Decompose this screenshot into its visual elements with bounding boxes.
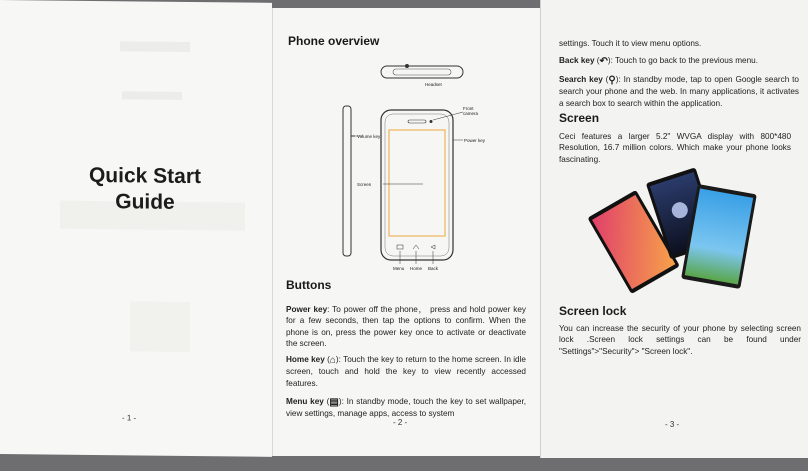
screen-area bbox=[389, 130, 445, 236]
phone-side-view bbox=[343, 106, 351, 256]
phone-front-view bbox=[381, 110, 453, 260]
home-key-label-text: Home key bbox=[286, 355, 325, 364]
screen-lock-heading: Screen lock bbox=[559, 304, 627, 318]
menu-label: Menu bbox=[393, 266, 405, 271]
volume-key-label: Volume key bbox=[357, 134, 381, 139]
power-key-text: : To power off the phone， press and hold power key for a few seconds, then tap the options to confirm. When the phone is on, press the power key once to activate or deactivate the screen. bbox=[286, 305, 526, 349]
page-1 bbox=[0, 0, 272, 457]
bleed-through-block bbox=[130, 301, 190, 352]
front-camera-label-line2: camera bbox=[463, 111, 479, 116]
power-key-label: Power key bbox=[464, 138, 486, 143]
page-2 bbox=[272, 8, 541, 456]
search-key-label-text: Search key bbox=[559, 75, 603, 84]
front-camera-label bbox=[463, 106, 479, 116]
home-icon: ⌂ bbox=[329, 355, 336, 366]
power-key-label-text: Power key bbox=[286, 305, 328, 314]
screen-label: Screen bbox=[357, 182, 372, 187]
front-camera-label-line1: Front bbox=[463, 106, 474, 111]
phone-overview-heading: Phone overview bbox=[288, 34, 380, 48]
menu-key-paragraph: Menu key (▤): In standby mode, touch the key to set wallpaper, view settings, manage apps, access to system bbox=[286, 397, 527, 419]
menu-key-label-text: Menu key bbox=[286, 397, 324, 406]
search-icon: ⚲ bbox=[608, 75, 616, 86]
home-key-text: : Touch the key to return to the home screen. In idle screen, touch and hold the key to view recently accessed features. bbox=[286, 355, 526, 388]
settings-continuation: settings. Touch it to view menu options. bbox=[559, 39, 702, 48]
back-arrow-icon: ↶ bbox=[599, 56, 608, 67]
cover-title-line1: Quick Start bbox=[88, 163, 202, 189]
page-3 bbox=[540, 0, 808, 458]
phone-screens-illustration bbox=[541, 166, 808, 296]
back-label: Back bbox=[428, 266, 439, 271]
back-key-text: : Touch to go back to the previous menu. bbox=[610, 56, 758, 65]
back-key-paragraph: Back key (↶): Touch to go back to the previous menu. bbox=[559, 56, 758, 67]
power-key-paragraph bbox=[286, 304, 526, 350]
screen-lock-paragraph: You can increase the security of your phone by selecting screen lock .Screen lock settings can be found under "Settings">"Security"> "Screen lock". bbox=[559, 324, 801, 356]
cover-title bbox=[70, 163, 220, 217]
home-label: Home bbox=[410, 266, 423, 271]
search-key-text: : In standby mode, tap to open Google search to search your phone and the web. In many applications, it activates a search box to search within the application. bbox=[559, 75, 799, 108]
home-key-paragraph: Home key (⌂): Touch the key to return to the home screen. In idle screen, touch and hold the key to view recently accessed features. bbox=[286, 355, 526, 388]
phone-diagram bbox=[273, 52, 541, 312]
bleed-through-block bbox=[122, 91, 182, 100]
menu-icon: ▤ bbox=[329, 397, 339, 408]
screen-paragraph: Ceci features a larger 5.2" WVGA display with 800*480 Resolution, 16.7 million colors. Which make your phone looks fascinating. bbox=[559, 132, 791, 164]
page-number: - 1 - bbox=[122, 413, 137, 423]
screen-heading: Screen bbox=[559, 111, 600, 125]
back-key-label-text: Back key bbox=[559, 56, 595, 65]
cover-title-line2: Guide bbox=[115, 190, 175, 214]
page-number: - 2 - bbox=[393, 418, 408, 427]
page-number: - 3 - bbox=[665, 420, 680, 429]
menu-key-text: : In standby mode, touch the key to set wallpaper, view settings, manage apps, access to system bbox=[286, 397, 527, 419]
buttons-heading: Buttons bbox=[286, 278, 332, 292]
bleed-through-block bbox=[120, 41, 190, 52]
headset-label: Headset bbox=[425, 82, 442, 87]
search-key-paragraph: Search key (⚲): In standby mode, tap to open Google search to search your phone and the web. In many applications, it activates a search box to search within the application. bbox=[559, 75, 799, 108]
